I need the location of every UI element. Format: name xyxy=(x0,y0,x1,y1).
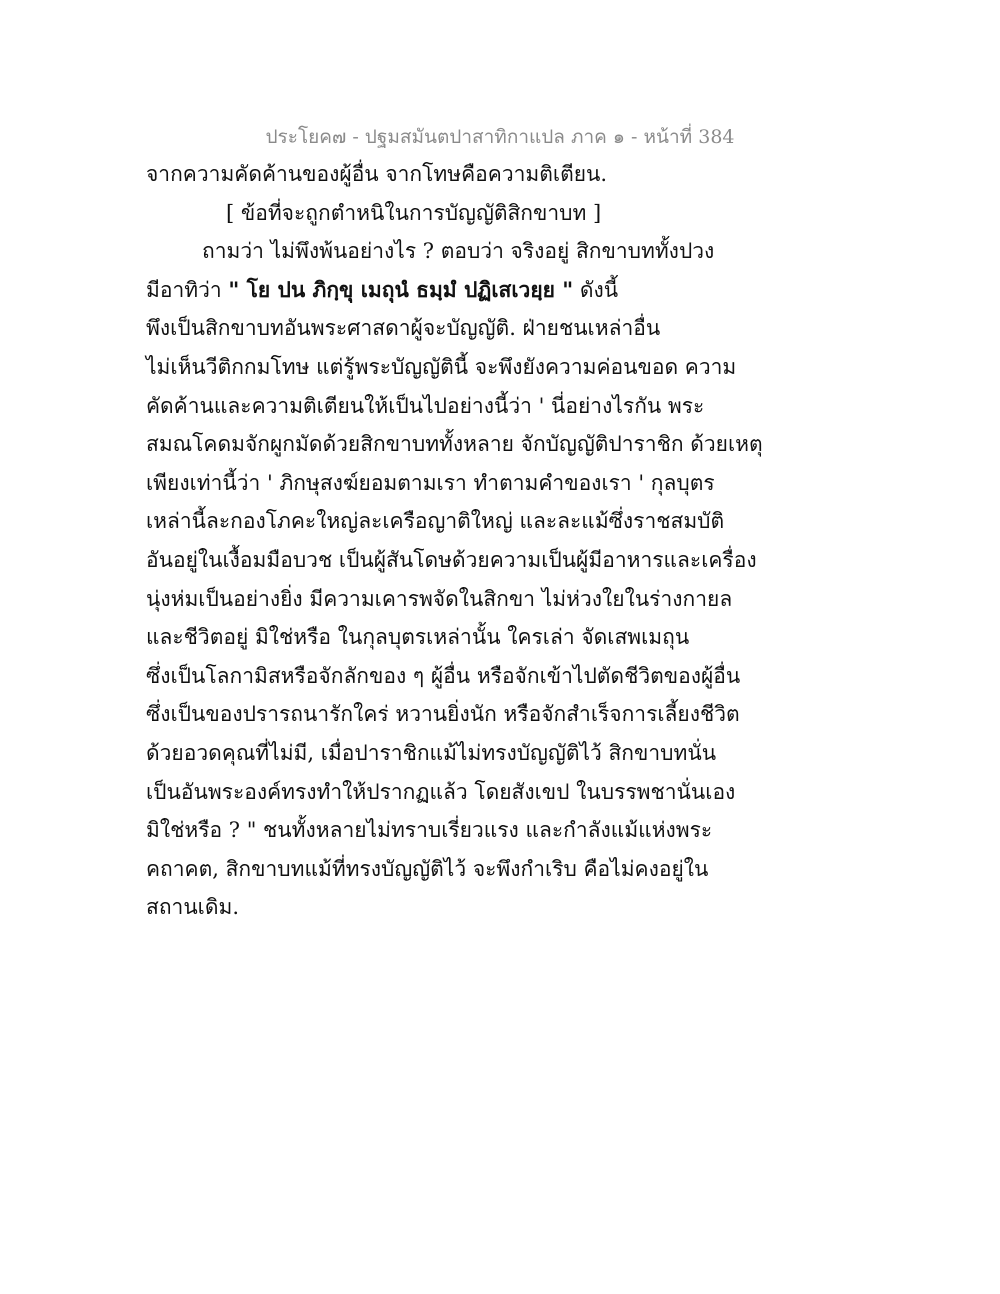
pali-quote: " โย ปน ภิกฺขุ เมถุนํ ธมฺมํ ปฏิเสเวยฺย " xyxy=(228,276,574,302)
text-line: อันอยู่ในเงื้อมมือบวช เป็นผู้สันโดษด้วยความเป็นผู้มีอาหารและเครื่อง xyxy=(146,547,757,572)
text-line xyxy=(146,271,846,310)
text-run: ดังนี้ xyxy=(573,277,619,302)
running-header: ประโยค๗ - ปฐมสมันตปาสาทิกาแปล ภาค ๑ - หน้าที่ 384 xyxy=(265,126,735,148)
body-text xyxy=(146,155,846,927)
text-line: ซึ่งเป็นโลกามิสหรือจักลักของ ๆ ผู้อื่น หรือจักเข้าไปตัดชีวิตของผู้อื่น xyxy=(146,663,741,688)
text-line: นุ่งห่มเป็นอย่างยิ่ง มีความเคารพจัดในสิกขา ไม่ห่วงใยในร่างกายล xyxy=(146,586,733,611)
text-line: จากความคัดค้านของผู้อื่น จากโทษคือความติเตียน. xyxy=(146,162,608,186)
text-line: ด้วยอวดคุณที่ไม่มี, เมื่อปาราชิกแม้ไม่ทรงบัญญัติไว้ สิกขาบทนั่น xyxy=(146,740,717,765)
text-line: สมณโคดมจักผูกมัดด้วยสิกขาบททั้งหลาย จักบัญญัติปาราชิก ด้วยเหตุ xyxy=(146,432,763,457)
text-line: เพียงเท่านี้ว่า ' ภิกษุสงฆ์ยอมตามเรา ทำตามคำของเรา ' กุลบุตร xyxy=(146,470,715,495)
text-line: ถามว่า ไม่พึงพ้นอย่างไร ? ตอบว่า จริงอยู่ สิกขาบททั้งปวง xyxy=(202,239,715,264)
text-line: ซึ่งเป็นของปรารถนารักใคร่ หวานยิ่งนัก หรือจักสำเร็จการเลี้ยงชีวิต xyxy=(146,702,740,727)
text-line: คัดค้านและความติเตียนให้เป็นไปอย่างนี้ว่า ' นี่อย่างไรกัน พระ xyxy=(146,393,705,418)
text-line: สถานเดิม. xyxy=(146,895,240,920)
text-line: เป็นอันพระองค์ทรงทำให้ปรากฏแล้ว โดยสังเขป ในบรรพชานั่นเอง xyxy=(146,779,736,804)
text-line: และชีวิตอยู่ มิใช่หรือ ในกุลบุตรเหล่านั้น ใครเล่า จัดเสพเมถุน xyxy=(146,625,690,650)
text-run: มีอาทิว่า xyxy=(146,277,229,302)
section-heading: [ ข้อที่จะถูกตำหนิในการบัญญัติสิกขาบท ] xyxy=(226,200,602,225)
text-line: พึงเป็นสิกขาบทอันพระศาสดาผู้จะบัญญัติ. ฝ่ายชนเหล่าอื่น xyxy=(146,316,661,341)
text-line: มิใช่หรือ ? " ชนทั้งหลายไม่ทราบเรี่ยวแรง และกำลังแม้แห่งพระ xyxy=(146,818,713,843)
text-line: คถาคต, สิกขาบทแม้ที่ทรงบัญญัติไว้ จะพึงกำเริบ คือไม่คงอยู่ใน xyxy=(146,856,709,881)
text-line: ไม่เห็นวีติกกมโทษ แต่รู้พระบัญญัตินี้ จะพึงยังความค่อนขอด ความ xyxy=(146,354,737,379)
text-line: เหล่านี้ละกองโภคะใหญ่ละเครือญาติใหญ่ และละแม้ซึ่งราชสมบัติ xyxy=(146,509,725,534)
